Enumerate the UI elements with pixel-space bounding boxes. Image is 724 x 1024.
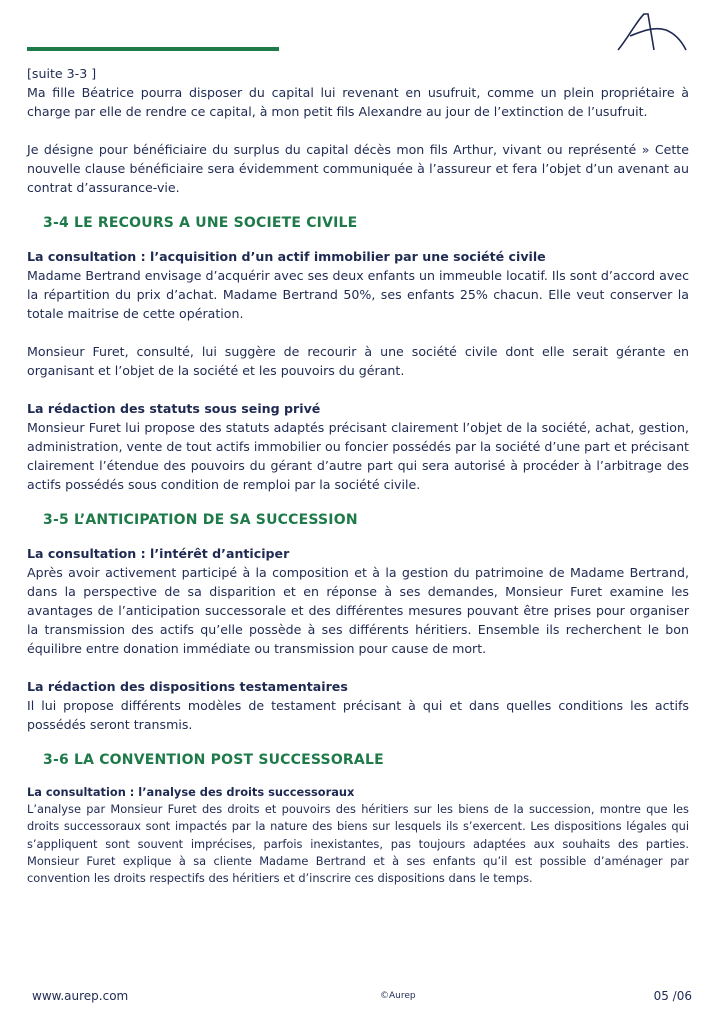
paragraph: Après avoir activement participé à la composition et à la gestion du patrimoine de Madame Bertrand, dans la perspective de sa disparition et en réponse à ses demandes, Monsieur Furet examine les avantages de l’anticipation successorale et des différentes mesures pouvant être prises pour organiser la transmission des actifs qu’elle possède à ses différents héritiers. Ensemble ils recherchent le bon équilibre entre donation immédiate ou transmission pour cause de mort. (27, 565, 689, 656)
section-title-3-5: 3-5 L’ANTICIPATION DE SA SUCCESSION (43, 512, 358, 528)
footer-copyright: ©Aurep (380, 991, 416, 1001)
subheading: La consultation : l’acquisition d’un actif immobilier par une société civile (27, 249, 546, 264)
paragraph: Madame Bertrand envisage d’acquérir avec ses deux enfants un immeuble locatif. Ils sont d’accord avec la répartition du prix d’achat. Madame Bertrand 50%, ses enfants 25% chacun. Elle veut conserver la totale maitrise de cette opération. (27, 268, 689, 321)
page-body (27, 64, 689, 887)
paragraph: Je désigne pour bénéficiaire du surplus du capital décès mon fils Arthur, vivant ou représenté » Cette nouvelle clause bénéficiaire sera évidemment communiquée à l’assureur et fera l’objet d’un avenant au contrat d’assurance-vie. (27, 142, 689, 195)
subheading: La rédaction des dispositions testamentaires (27, 679, 348, 694)
paragraph: Il lui propose différents modèles de testament précisant à qui et dans quelles conditions les actifs possédés seront transmis. (27, 698, 689, 732)
paragraph: L’analyse par Monsieur Furet des droits et pouvoirs des héritiers sur les biens de la succession, montre que les droits successoraux sont impactés par la nature des biens sur lesquels ils s’exercent. Les dispositions légales qui s’appliquent sont souvent imprécises, parfois inexistantes, pas toujours adaptées aux souhaits des parties. Monsieur Furet explique à sa cliente Madame Bertrand et à ses enfants qu’il est possible d’aménager par convention les droits respectifs des héritiers et d’inscrire ces dispositions dans le temps. (27, 802, 689, 886)
page-number: 05 /06 (653, 989, 692, 1003)
continuation-label: [suite 3-3 ] (27, 66, 97, 81)
subheading: La consultation : l’analyse des droits successoraux (27, 785, 355, 799)
header-accent-bar (27, 47, 279, 51)
paragraph: Ma fille Béatrice pourra disposer du capital lui revenant en usufruit, comme un plein propriétaire à charge par elle de rendre ce capital, à mon petit fils Alexandre au jour de l’extinction de l’usufruit. (27, 85, 689, 119)
paragraph: Monsieur Furet, consulté, lui suggère de recourir à une société civile dont elle serait gérante en organisant et l’objet de la société et les pouvoirs du gérant. (27, 344, 689, 378)
section-title-3-6: 3-6 LA CONVENTION POST SUCCESSORALE (43, 752, 384, 768)
footer-website-link[interactable]: www.aurep.com (32, 989, 129, 1003)
subheading: La rédaction des statuts sous seing privé (27, 401, 321, 416)
subheading: La consultation : l’intérêt d’anticiper (27, 546, 290, 561)
aurep-logo-icon (614, 12, 690, 52)
section-title-3-4: 3-4 LE RECOURS A UNE SOCIETE CIVILE (43, 215, 358, 231)
paragraph: Monsieur Furet lui propose des statuts adaptés précisant clairement l’objet de la société, achat, gestion, administration, vente de tout actifs immobilier ou foncier possédés par la société d’une part et précisant clairement l’étendue des pouvoirs du gérant d’autre part qui sera autorisé à procéder à l’arbitrage des actifs possédés sous condition de remploi par la société civile. (27, 420, 689, 492)
